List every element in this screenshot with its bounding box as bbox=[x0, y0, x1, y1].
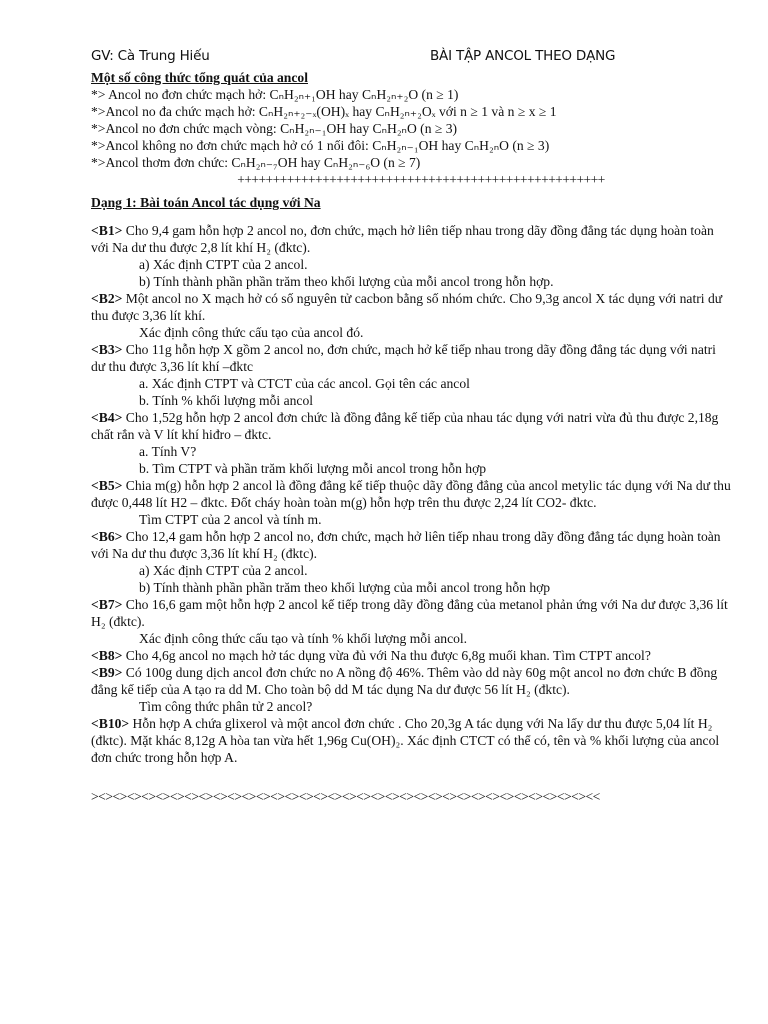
exercise-question: Xác định công thức cấu tạo và tính % khối lượng mỗi ancol. bbox=[139, 631, 468, 646]
exercise-text: Chia m(g) hỗn hợp 2 ancol là đồng đẳng kế tiếp thuộc dãy đồng đẳng của ancol metylic tác dụng với Na dư thu được 0,448 lít H2 – đktc. Đốt cháy hoàn toàn m(g) hỗn hợp trên thu được 2,24 lít CO2- đktc. bbox=[91, 478, 731, 510]
exercise-tag: <B8> bbox=[91, 648, 123, 663]
exercise-part: a. Tính V? bbox=[139, 444, 197, 459]
exercise-b3 bbox=[91, 341, 731, 375]
exercise-b1 bbox=[91, 222, 731, 256]
document-title: BÀI TẬP ANCOL THEO DẠNG bbox=[430, 48, 616, 64]
exercise-question: Tìm công thức phân tử 2 ancol? bbox=[139, 699, 313, 714]
exercise-tag: <B6> bbox=[91, 529, 123, 544]
exercise-tag: <B9> bbox=[91, 665, 123, 680]
exercise-tag: <B3> bbox=[91, 342, 123, 357]
exercise-tag: <B5> bbox=[91, 478, 123, 493]
exercise-text: Cho 12,4 gam hỗn hợp 2 ancol no, đơn chức, mạch hở liên tiếp nhau trong dãy đồng đẳng tác dụng hoàn toàn với Na dư thu được 3,36 lít khí H₂ (đktc). bbox=[91, 529, 721, 561]
exercise-b5 bbox=[91, 477, 731, 511]
exercise-text: Cho 9,4 gam hỗn hợp 2 ancol no, đơn chức, mạch hở liên tiếp nhau trong dãy đồng đẳng tác dụng hoàn toàn với Na dư thu được 2,8 lít khí H₂ (đktc). bbox=[91, 223, 714, 255]
exercise-part: a) Xác định CTPT của 2 ancol. bbox=[139, 257, 308, 272]
exercise-part: a. Xác định CTPT và CTCT của các ancol. Gọi tên các ancol bbox=[139, 376, 470, 391]
formula-item: *> Ancol no đơn chức mạch hở: CₙH₂ₙ₊₁OH hay CₙH₂ₙ₊₂O (n ≥ 1) bbox=[91, 87, 459, 102]
exercise-b7 bbox=[91, 596, 731, 630]
formulas-heading: Một số công thức tổng quát của ancol bbox=[91, 70, 308, 85]
exercise-b6 bbox=[91, 528, 731, 562]
exercise-text: Hỗn hợp A chứa glixerol và một ancol đơn chức . Cho 20,3g A tác dụng với Na lấy dư thu được 5,04 lít H₂ (đktc). Mặt khác 8,12g A hòa tan vừa hết 1,96g Cu(OH)₂. Xác định CTCT có thể có, tên và % khối lượng của ancol đơn chức trong hỗn hợp A. bbox=[91, 716, 720, 765]
exercise-part: b) Tính thành phần phần trăm theo khối lượng của mỗi ancol trong hỗn hợp bbox=[139, 580, 551, 595]
exercise-question: Xác định công thức cấu tạo của ancol đó. bbox=[139, 325, 364, 340]
exercise-text: Một ancol no X mạch hở có số nguyên tử cacbon bằng số nhóm chức. Cho 9,3g ancol X tác dụng với natri dư thu được 3,36 lít khí. bbox=[91, 291, 723, 323]
exercise-tag: <B10> bbox=[91, 716, 130, 731]
exercise-tag: <B2> bbox=[91, 291, 123, 306]
exercise-tag: <B7> bbox=[91, 597, 123, 612]
formula-item: *>Ancol no đa chức mạch hở: CₙH₂ₙ₊₂₋ₓ(OH)ₓ hay CₙH₂ₙ₊₂Oₓ với n ≥ 1 và n ≥ x ≥ 1 bbox=[91, 104, 557, 119]
exercise-b9 bbox=[91, 664, 731, 698]
document-body bbox=[91, 69, 731, 805]
exercise-part: b. Tìm CTPT và phần trăm khối lượng mỗi ancol trong hỗn hợp bbox=[139, 461, 487, 476]
plus-separator: ++++++++++++++++++++++++++++++++++++++++++++++++++++ bbox=[237, 172, 605, 187]
exercise-b8 bbox=[91, 647, 731, 664]
formula-item: *>Ancol không no đơn chức mạch hở có 1 nối đôi: CₙH₂ₙ₋₁OH hay CₙH₂ₙO (n ≥ 3) bbox=[91, 138, 550, 153]
exercise-part: b) Tính thành phần phần trăm theo khối lượng của mỗi ancol trong hỗn hợp. bbox=[139, 274, 554, 289]
exercise-text: Cho 11g hỗn hợp X gồm 2 ancol no, đơn chức, mạch hở kế tiếp nhau trong dãy đồng đẳng tác dụng với natri dư thu được 3,36 lít khí –đktc bbox=[91, 342, 716, 374]
exercise-text: Cho 4,6g ancol no mạch hở tác dụng vừa đủ với Na thu được 6,8g muối khan. Tìm CTPT ancol? bbox=[122, 648, 651, 663]
exercise-text: Cho 1,52g hỗn hợp 2 ancol đơn chức là đồng đẳng kế tiếp của nhau tác dụng với natri vừa đủ thu được 2,18g chất rắn và V lít khí hiđro – đktc. bbox=[91, 410, 719, 442]
formula-item: *>Ancol no đơn chức mạch vòng: CₙH₂ₙ₋₁OH hay CₙH₂ₙO (n ≥ 3) bbox=[91, 121, 458, 136]
exercise-tag: <B1> bbox=[91, 223, 123, 238]
teacher-name: GV: Cà Trung Hiếu bbox=[91, 48, 210, 64]
exercise-text: Cho 16,6 gam một hỗn hợp 2 ancol kế tiếp trong dãy đồng đẳng của metanol phản ứng với Na dư được 3,36 lít H₂ (đktc). bbox=[91, 597, 728, 629]
exercise-part: b. Tính % khối lượng mỗi ancol bbox=[139, 393, 314, 408]
exercise-tag: <B4> bbox=[91, 410, 123, 425]
exercise-part: a) Xác định CTPT của 2 ancol. bbox=[139, 563, 308, 578]
exercise-b10 bbox=[91, 715, 731, 766]
exercise-b4 bbox=[91, 409, 731, 443]
exercise-text: Có 100g dung dịch ancol đơn chức no A nồng độ 46%. Thêm vào dd này 60g một ancol no đơn chức B đồng đẳng kế tiếp của A tạo ra dd M. Cho toàn bộ dd M tác dụng Na dư được 56 lít H₂ (đktc). bbox=[91, 665, 718, 697]
section-heading: Dạng 1: Bài toán Ancol tác dụng với Na bbox=[91, 195, 321, 210]
formula-item: *>Ancol thơm đơn chức: CₙH₂ₙ₋₇OH hay CₙH₂ₙ₋₆O (n ≥ 7) bbox=[91, 155, 421, 170]
exercise-question: Tìm CTPT của 2 ancol và tính m. bbox=[139, 512, 322, 527]
end-separator: ><><><><><><><><><><><><><><><><><><><><><><><><><><><><><><><><><><><< bbox=[91, 789, 600, 804]
exercise-b2 bbox=[91, 290, 731, 324]
